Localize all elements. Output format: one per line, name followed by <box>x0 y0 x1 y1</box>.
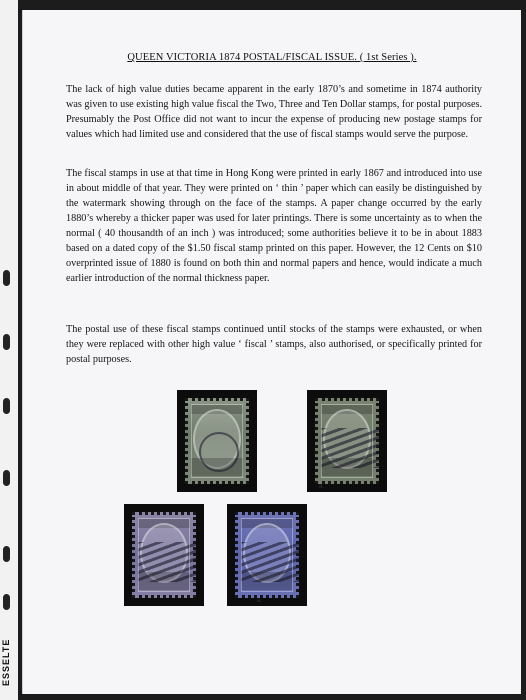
punch-hole <box>3 470 10 486</box>
stamp-note-mark: a. <box>257 598 263 604</box>
page-title: QUEEN VICTORIA 1874 POSTAL/FISCAL ISSUE. ( 1st Series ). <box>127 52 417 63</box>
punch-hole <box>3 270 10 286</box>
stamp-image <box>315 398 379 484</box>
sleeve-brand-label: ESSELTE <box>1 638 11 686</box>
stamp-three-dollars <box>227 504 307 606</box>
stamp-image <box>132 512 196 598</box>
punch-hole <box>3 546 10 562</box>
paragraph-3: The postal use of these fiscal stamps continued until stocks of the stamps were exhausted, or when they were replaced with other high value ‘ fiscal ’ stamps, also authorised, or specifically printed for postal purposes. <box>66 324 482 365</box>
stamp-note-mark: a. <box>319 484 325 490</box>
sleeve-punch-strip <box>0 0 18 700</box>
punch-hole <box>3 334 10 350</box>
stamp-frame <box>138 518 190 592</box>
punch-hole <box>3 594 10 610</box>
stamp-two-dollars-2 <box>307 390 387 492</box>
stamp-frame <box>321 404 373 478</box>
stamp-image <box>235 512 299 598</box>
album-page <box>22 10 521 694</box>
stamp-image <box>185 398 249 484</box>
stamp-frame <box>191 404 243 478</box>
stamp-frame <box>241 518 293 592</box>
punch-hole <box>3 398 10 414</box>
paragraph-1: The lack of high value duties became apparent in the early 1870’s and sometime in 1874 authority was given to use existing high value fiscal the Two, Three and Ten Dollar stamps, for postal purposes. Presumably the Post Office did not want to incur the expense of producing new postage stamps for values which had limited use and considered that the use of fiscal stamps would serve the purpose. <box>66 84 482 140</box>
stamp-two-dollars-1 <box>177 390 257 492</box>
stamp-lilac <box>124 504 204 606</box>
paragraph-2: The fiscal stamps in use at that time in Hong Kong were printed in early 1867 and introduced into use in about middle of that year. They were printed on ‘ thin ’ paper which can easily be distinguished by the watermark showing through on the face of the stamps. A paper change occurred by the early 1880’s whereby a thicker paper was used for later printings. There is some uncertainty as to when the normal ( 40 thousandth of an inch ) was introduced; some authorities believe it to be in about 1883 based on a dated copy of the $1.50 fiscal stamp printed on this paper. However, the 12 Cents on $10 overprinted issue of 1880 is found on both thin and normal papers and hence, would indicate a much earlier introduction of the normal thickness paper. <box>66 168 482 284</box>
